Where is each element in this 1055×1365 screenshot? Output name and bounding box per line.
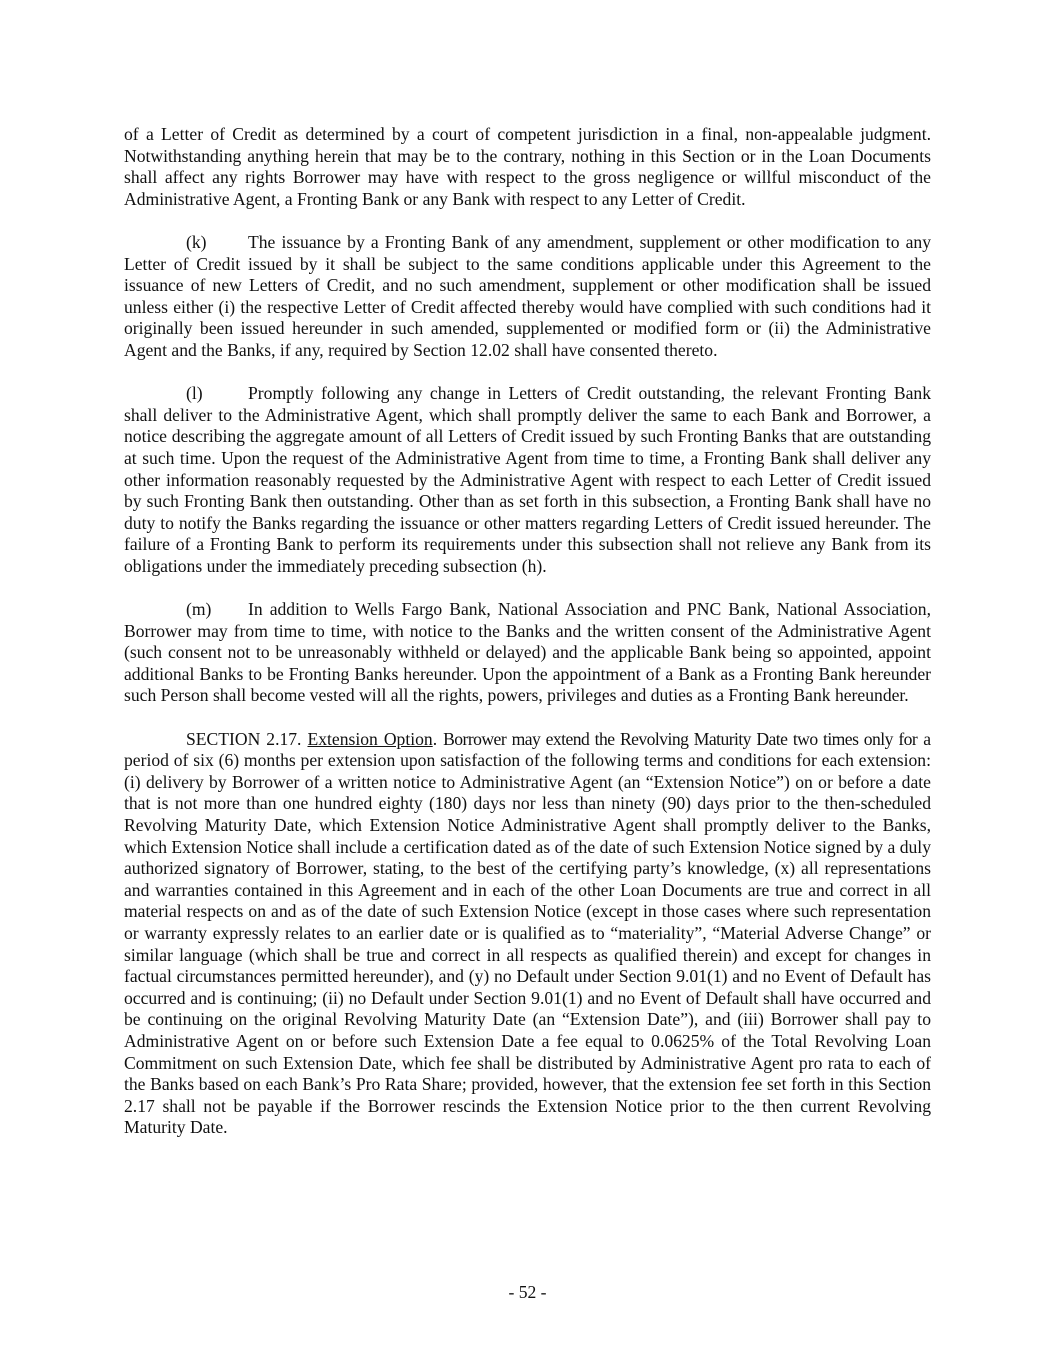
page-number: - 52 -	[508, 1282, 547, 1302]
paragraph-k	[124, 232, 931, 362]
paragraph-l	[124, 383, 931, 577]
document-body	[124, 124, 931, 1161]
continued-paragraph: of a Letter of Credit as determined by a court of competent jurisdiction in a final, non-appealable judgment. Notwithstanding anything herein that may be to the contrary, nothing in this Section or in the Loan Documents shall affect any rights Borrower may have with respect to the gross negligence or willful misconduct of the Administrative Agent, a Fronting Bank or any Bank with respect to any Letter of Credit.	[124, 124, 931, 209]
section-first-line: Borrower may extend the Revolving Maturity Date two times only for	[443, 728, 918, 749]
paragraph-m	[124, 599, 931, 707]
paragraph-k-text: The issuance by a Fronting Bank of any amendment, supplement or other modification to any Letter of Credit issued by it shall be subject to the same conditions applicable under this Agreement to the issuance of new Letters of Credit, and no such amendment, supplement or other modification shall be issued unless either (i) the respective Letter of Credit affected thereby would have complied with such conditions had it originally been issued hereunder in such amended, supplemented or modified form or (ii) the Administrative Agent and the Banks, if any, required by Section 12.02 shall have consented thereto.	[124, 231, 931, 360]
section-title-period: .	[432, 728, 438, 749]
paragraph-l-label: (l)	[186, 383, 203, 404]
section-title: Extension Option	[307, 728, 433, 749]
paragraph-m-label: (m)	[186, 599, 212, 620]
paragraph-k-label: (k)	[186, 231, 207, 252]
section-text: a period of six (6) months per extension upon satisfaction of the following terms and conditions for each extension: (i) delivery by Borrower of a written notice to Administrative Agent (an “Extension Notice”) on or before a date that is not more than one hundred eighty (180) days nor less than ninety (90) days prior to the then-scheduled Revolving Maturity Date, which Extension Notice Administrative Agent shall promptly deliver to the Banks, which Extension Notice shall include a certification dated as of the date of such Extension Notice signed by a duly authorized signatory of Borrower, stating, to the best of the certifying party’s knowledge, (x) all representations and warranties contained in this Agreement and in each of the other Loan Documents are true and correct in all material respects on and as of the date of such Extension Notice (except in those cases where such representation or warranty expressly relates to an earlier date or is qualified as to “materiality”, “Material Adverse Change” or similar language (which shall be true and correct in all respects as qualified therein) and except for changes in factual circumstances permitted hereunder), and (y) no Default under Section 9.01(1) and no Event of Default has occurred and is continuing; (ii) no Default under Section 9.01(1) and no Event of Default shall have occurred and be continuing on the original Revolving Maturity Date (an “Extension Date”), and (iii) Borrower shall pay to Administrative Agent on or before such Extension Date a fee equal to 0.0625% of the Total Revolving Loan Commitment on such Extension Date, which fee shall be distributed by Administrative Agent pro rata to each of the Banks based on each Bank’s Pro Rata Share; provided, however, that the extension fee set forth in this Section 2.17 shall not be payable if the Borrower rescinds the Extension Notice prior to the then current Revolving Maturity Date.	[124, 728, 932, 1138]
paragraph-m-text: In addition to Wells Fargo Bank, National Association and PNC Bank, National Association, Borrower may from time to time, with notice to the Banks and the written consent of the Administrative Agent (such consent not to be unreasonably withheld or delayed) and the applicable Bank being so appointed, appoint additional Banks to be Fronting Banks hereunder. Upon the appointment of a Bank as a Fronting Bank hereunder such Person shall become vested will all the rights, powers, privileges and duties as a Fronting Bank hereunder.	[124, 599, 931, 706]
paragraph-l-text: Promptly following any change in Letters of Credit outstanding, the relevant Fronting Bank shall deliver to the Administrative Agent, which shall promptly deliver the same to each Bank and Borrower, a notice describing the aggregate amount of all Letters of Credit issued by such Fronting Banks that are outstanding at such time. Upon the request of the Administrative Agent from time to time, a Fronting Bank shall deliver any other information reasonably requested by the Administrative Agent with respect to each Letter of Credit issued by such Fronting Bank then outstanding. Other than as set forth in this subsection, a Fronting Bank shall have no duty to notify the Banks regarding the issuance or other matters regarding Letters of Credit issued hereunder. The failure of a Fronting Bank to perform its requirements under this subsection shall not relieve any Bank from its obligations under the immediately preceding subsection (h).	[124, 383, 931, 576]
section-2-17	[124, 729, 931, 1139]
section-number: SECTION 2.17.	[186, 728, 302, 749]
